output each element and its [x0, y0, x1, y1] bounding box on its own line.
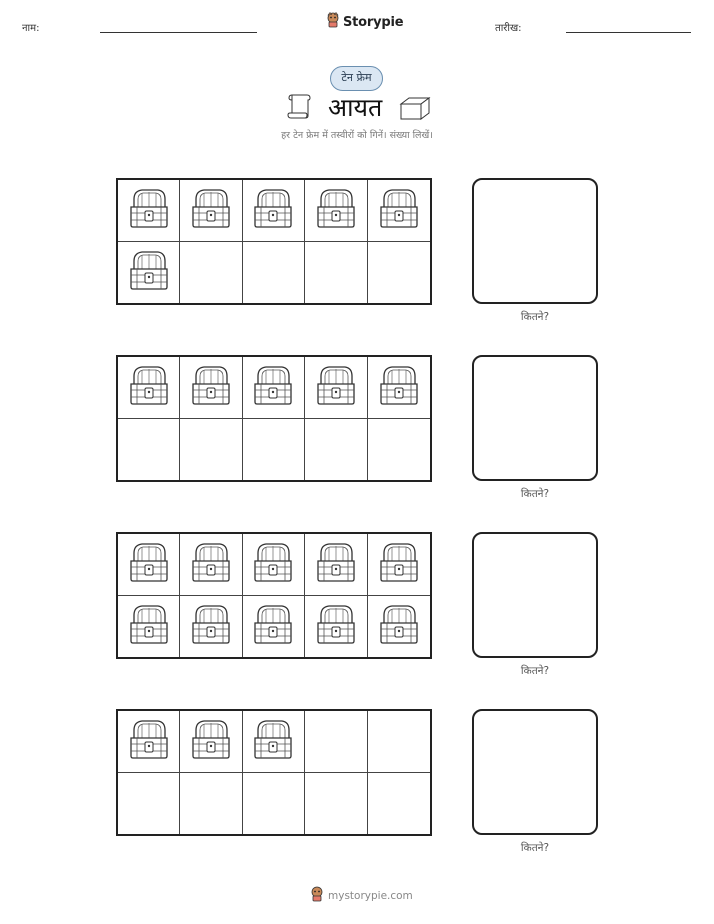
treasure-chest-icon	[378, 603, 420, 649]
treasure-chest-icon	[252, 718, 294, 764]
treasure-chest-icon	[315, 364, 357, 410]
worksheet-title: आयत	[328, 93, 383, 122]
answer-box-4[interactable]	[472, 709, 598, 835]
frame-cell	[243, 242, 305, 304]
treasure-chest-icon	[378, 541, 420, 587]
cube-icon	[399, 95, 431, 125]
frame-cell	[243, 596, 305, 658]
treasure-chest-icon	[190, 718, 232, 764]
frame-cell	[118, 534, 180, 596]
frame-cell	[305, 711, 367, 773]
treasure-chest-icon	[315, 541, 357, 587]
frame-cell	[305, 773, 367, 835]
answer-box-1[interactable]	[472, 178, 598, 304]
instruction-text: हर टेन फ्रेम में तस्वीरों को गिनें। संख्या लिखें।	[281, 130, 433, 141]
frame-cell	[243, 180, 305, 242]
ten-frame-3	[116, 532, 432, 659]
treasure-chest-icon	[128, 541, 170, 587]
frame-cell	[118, 773, 180, 835]
frame-cell	[305, 242, 367, 304]
treasure-chest-icon	[128, 187, 170, 233]
ten-frame-1	[116, 178, 432, 305]
ten-frame-2	[116, 355, 432, 482]
treasure-chest-icon	[190, 187, 232, 233]
answer-label-2: कितने?	[520, 488, 550, 500]
answer-label-3: कितने?	[520, 665, 550, 677]
treasure-chest-icon	[128, 249, 170, 295]
treasure-chest-icon	[252, 541, 294, 587]
frame-cell	[118, 357, 180, 419]
frame-cell	[368, 357, 430, 419]
treasure-chest-icon	[190, 603, 232, 649]
ten-frame-4	[116, 709, 432, 836]
treasure-chest-icon	[128, 718, 170, 764]
frame-cell	[118, 180, 180, 242]
frame-cell	[368, 773, 430, 835]
frame-cell	[180, 419, 242, 481]
storypie-logo-icon	[310, 886, 324, 906]
frame-cell	[368, 596, 430, 658]
frame-cell	[305, 596, 367, 658]
treasure-chest-icon	[128, 603, 170, 649]
frame-cell	[118, 242, 180, 304]
answer-box-2[interactable]	[472, 355, 598, 481]
frame-cell	[305, 534, 367, 596]
frame-cell	[368, 242, 430, 304]
answer-box-3[interactable]	[472, 532, 598, 658]
treasure-chest-icon	[378, 364, 420, 410]
frame-cell	[305, 180, 367, 242]
name-line	[100, 32, 257, 33]
storypie-logo-icon	[326, 12, 340, 32]
frame-cell	[180, 180, 242, 242]
topic-badge: टेन फ्रेम	[330, 66, 383, 91]
treasure-chest-icon	[190, 541, 232, 587]
treasure-chest-icon	[252, 603, 294, 649]
answer-label-4: कितने?	[520, 842, 550, 854]
treasure-chest-icon	[315, 187, 357, 233]
footer-site: mystorypie.com	[328, 890, 413, 902]
frame-cell	[243, 711, 305, 773]
date-label: तारीख:	[495, 23, 522, 34]
name-label: नाम:	[22, 23, 40, 34]
frame-cell	[180, 596, 242, 658]
frame-cell	[368, 180, 430, 242]
treasure-chest-icon	[378, 187, 420, 233]
frame-cell	[368, 419, 430, 481]
frame-cell	[368, 534, 430, 596]
frame-cell	[118, 596, 180, 658]
treasure-chest-icon	[315, 603, 357, 649]
frame-cell	[180, 773, 242, 835]
frame-cell	[243, 357, 305, 419]
treasure-chest-icon	[252, 187, 294, 233]
frame-cell	[180, 242, 242, 304]
footer	[310, 886, 413, 906]
treasure-chest-icon	[252, 364, 294, 410]
treasure-chest-icon	[190, 364, 232, 410]
frame-cell	[368, 711, 430, 773]
frame-cell	[305, 357, 367, 419]
treasure-chest-icon	[128, 364, 170, 410]
scroll-icon	[287, 92, 313, 124]
frame-cell	[118, 419, 180, 481]
answer-label-1: कितने?	[520, 311, 550, 323]
brand-logo	[326, 12, 403, 32]
date-line	[566, 32, 691, 33]
frame-cell	[305, 419, 367, 481]
frame-cell	[243, 419, 305, 481]
frame-cell	[243, 773, 305, 835]
frame-cell	[180, 534, 242, 596]
frame-cell	[180, 711, 242, 773]
frame-cell	[180, 357, 242, 419]
frame-cell	[243, 534, 305, 596]
frame-cell	[118, 711, 180, 773]
brand-name: Storypie	[343, 14, 404, 30]
